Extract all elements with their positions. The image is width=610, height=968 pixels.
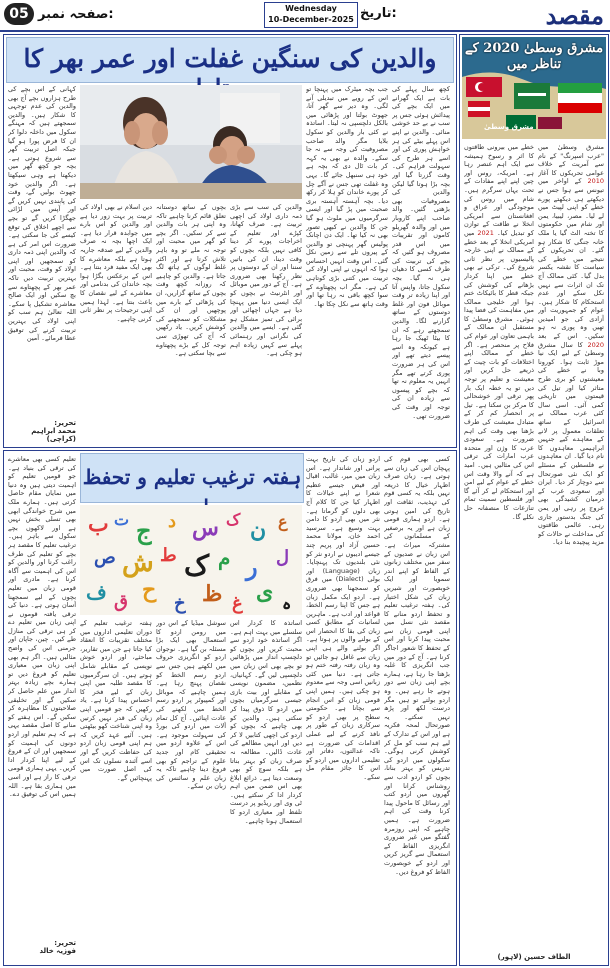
article-urdu-banner: [80, 453, 304, 503]
page-number-box: [4, 3, 114, 25]
article-urdu-col-2: اردو زبان کی تاریخ بہت پرانی اور شاندار ہے۔ اس زبان میں میر، غالب، اقبال اور فیض جیسے عظیم شعرا نے اپنے خیالات کا اظہار کیا جن کا کلام آج بھی دلوں کو گرماتا ہے۔ نثر میں بھی اردو کا دامن بہت وسیع ہے۔ سرسید احمد خان، مولانا محمد حسین آزاد اور پریم چند جیسے ادیبوں نے اردو نثر کو نئی بلندیوں تک پہنچایا۔ زبان (Language) اور بولی (Dialect) میں فرق کو سمجھنا بھی ضروری ہے۔ اردو ایک مکمل زبان ہے جس کا اپنا رسم الخط، قواعد اور ادب ہے۔ ماہرین لسانیات کے مطابق کسی زبان کی بقا کا انحصار اس کے بولنے والوں پر ہوتا ہے۔ اگر بولنے والے ہی اپنی زبان سے غافل ہو جائیں تو وہ زبان رفتہ رفتہ ختم ہو جاتی ہے۔ دنیا میں کئی زبانیں اسی وجہ سے معدوم ہو چکی ہیں۔ ہمیں اپنی قومی زبان کو اس انجام سے بچانا ہے۔ حکومتی سطح پر بھی اردو کو سرکاری زبان کے طور پر نافذ کرنے کے لیے عملی اقدامات کی ضرورت ہے تاکہ عدالتوں، دفاتر اور تعلیمی اداروں میں اردو کو اس کا جائز مقام مل سکے۔: [306, 455, 380, 781]
article-parents-col-1: کچھ سال پہلے کی بات ہے ایک گھرانے میں ایک بچے کی پیدائش ہوئی جس پر سب نے بے حد خوشی منائی۔ والدین نے اپنے اس پہلے بیٹے کی ہر خواہش پوری کی اور اسے ہر طرح کی سہولت فراہم کی۔ وقت گزرتا گیا اور بچہ بڑا ہوتا گیا لیکن والدین کی مصروفیات بھی بڑھتی گئیں۔ والد صاحب اپنے کاروبار میں اور والدہ گھریلو کاموں اور تقریبات میں اس قدر مصروف ہو گئیں کہ بچے کی تربیت کی طرف کسی کا دھیان ہی نہ گیا۔ بچہ سکول جاتا، واپس آتا اور اپنا زیادہ تر وقت موبائل فون اور غلط دوستوں کے ساتھ گزارنے لگا۔ والدین سمجھتے رہے کہ ان کا بیٹا ٹھیک جا رہا ہے کیونکہ وہ اسے پیسے دیتے تھے اور اس کی ہر ضرورت پوری کرتے تھے مگر انہیں یہ معلوم نہ تھا کہ بچے کو پیسوں سے زیادہ ان کی توجہ اور وقت کی ضرورت تھی۔: [392, 85, 450, 420]
article-middle-east-col-1: مشرق وسطیٰ میں "عرب اسپرنگ" کے نام سے آمریت کے خلاف عوامی تحریکوں کا آغاز 2010 کے اواخر میں تیونس سے ہوا جس نے دیکھتے ہی دیکھتے پورے خطے کو اپنی لپیٹ میں لے لیا۔ مصر، لیبیا، یمن اور شام میں حکومتوں کا تختہ الٹ گیا یا ملک خانہ جنگی کا شکار ہو گئے۔ ان تحریکوں کے نتیجے میں خطے کی سیاست کا نقشہ یکسر بدل گیا۔ کئی ممالک آج تک ان اثرات سے نہیں نکل سکے اور عدم استحکام کا شکار ہیں۔ عوام کو جمہوریت اور آزادی کی جو امیدیں تھیں وہ پوری نہ ہو سکیں۔ اس کے بعد 2020 کا سال مشرق وسطیٰ کے لیے ایک نیا موڑ ثابت ہوا۔ کورونا وبا نے خطے کی معیشتوں کو بری طرح متاثر کیا اور تیل کی قیمتوں میں تاریخی کمی آئی۔ اسی سال کئی عرب ممالک نے اسرائیل کے ساتھ تعلقات معمول پر لانے کے معاہدے کیے جنہیں ابراہیمی معاہدوں کا نام دیا گیا۔ ان معاہدوں نے فلسطین کے مسئلے کو ایک نئی صورتحال سے دوچار کر دیا۔ ایران اور سعودی عرب کے درمیان کشیدگی بھی عروج پر رہی اور یمن کی جنگ بدستور جاری رہی۔ عالمی طاقتوں کی مداخلت نے حالات کو مزید پیچیدہ بنا دیا۔: [538, 143, 604, 547]
article-parents-col-6: کہانی کے اس بچے کی طرح ہزاروں بچے آج بھی والدین کی عدم توجہی کا شکار ہیں۔ والدین سمجھتے ہیں کہ مہنگے سکول میں داخلہ دلوا کر ان کا فرض پورا ہو گیا جبکہ اصل تربیت گھر سے شروع ہوتی ہے۔ بچہ جو کچھ گھر میں دیکھتا ہے وہی سیکھتا ہے۔ اگر والدین خود جھوٹ بولیں گے، وقت کی پابندی نہیں کریں گے اور آپس میں لڑائی جھگڑا کریں گے تو بچے سے اچھے اخلاق کی توقع کیسے کی جا سکتی ہے۔ ضرورت اس امر کی ہے کہ والدین اپنی ذمہ داری کو سمجھیں اور اپنی اولاد کو وقت، محبت اور بہترین تربیت دیں تاکہ عمر بھر کے پچھتاوے سے بچ سکیں اور ایک صالح معاشرہ تشکیل پا سکے۔ اللہ تعالیٰ ہم سب کو اپنی اولاد کی بہترین تربیت کرنے کی توفیق عطا فرمائے۔ آمین: [8, 85, 76, 343]
middle-east-year-2020: 2020: [587, 340, 604, 349]
article-urdu-byline-label: تحریر:: [54, 939, 76, 947]
newspaper-logo: مقصد: [545, 1, 604, 30]
svg-text:س: س: [192, 515, 219, 541]
article-parents-panel: [3, 34, 457, 448]
article-parents-byline: [10, 419, 76, 443]
article-middle-east-title: مشرق وسطیٰ 2020 کے تناظر میں: [464, 41, 604, 72]
svg-text:ن: ن: [250, 517, 267, 543]
article-middle-east-col-2: خطے میں بیرونی طاقتوں کا اثر و رسوخ ہمیشہ سے ایک اہم عنصر رہا ہے۔ امریکہ، روس اور چین اپنے اپنے مفادات کے تحت یہاں سرگرم ہیں۔ شام میں روس کی موجودگی اور عراق و افغانستان سے امریکی انخلا نے طاقت کے توازن کو تبدیل کیا۔ 2021 میں امریکی انخلا کے بعد خطے کے ممالک نے اپنی خارجہ پالیسیوں پر نظر ثانی شروع کی۔ ترکی نے بھی خطے میں اپنا کردار بڑھانے کی کوشش کی جبکہ قطر کا بائیکاٹ ختم ہوا اور خلیجی ممالک میں مفاہمت کی فضا پیدا ہوئی۔ مشرق وسطیٰ کا مستقبل ان ممالک کے باہمی تعاون اور عوام کی فلاح پر منحصر ہے۔ اگر خطے کے ممالک اپنے اختلافات کو بات چیت کے ذریعے حل کریں اور معیشت و تعلیم پر توجہ دیں تو یہ خطہ ایک بار پھر ترقی اور خوشحالی کا مرکز بن سکتا ہے۔ تیل پر انحصار کم کر کے متبادل معیشت کی طرف بڑھنا بھی وقت کی اہم ضرورت ہے۔ سعودی عرب کا وژن اور متحدہ عرب امارات کی ترقی اس کی مثالیں ہیں۔ امید ہے کہ آنے والا وقت اس خطے کے عوام کے لیے امن اور استحکام لے کر آئے گا اور فلسطین سمیت تمام تنازعات کا منصفانہ حل نکلے گا۔: [464, 143, 534, 521]
svg-text:ح: ح: [142, 577, 157, 603]
svg-text:ہ: ہ: [282, 594, 292, 613]
svg-text:م: م: [218, 546, 231, 570]
date-label: تاریخ:: [360, 6, 397, 21]
svg-text:ظ: ظ: [202, 581, 223, 607]
article-urdu-col-4: سوشل میڈیا کے اس دور میں رومن اردو کا استعمال بھی ایک بڑا مسئلہ بن گیا ہے۔ نوجوان اردو کو انگریزی حروف میں لکھتے ہیں جس سے اردو رسم الخط کو نقصان پہنچ رہا ہے۔ ہمیں چاہیے کہ موبائل اور کمپیوٹر پر اردو رسم الخط میں لکھنے کی عادت اپنائیں۔ آج کل تمام آلات میں اردو کی بورڈ کی سہولت موجود ہے۔ اس کے علاوہ اردو میں تحقیقی کام اور جدید علوم کے تراجم کو بھی فروغ دینا چاہیے تاکہ یہ زبان علم و سائنس کی زبان بن سکے۔: [156, 619, 226, 791]
svg-text:ق: ق: [114, 591, 128, 612]
page-number: 05: [4, 3, 34, 25]
svg-text:ج: ج: [136, 516, 152, 545]
article-urdu-panel: [3, 450, 457, 966]
svg-text:ت: ت: [114, 510, 130, 529]
date-box: [264, 2, 358, 28]
svg-text:ی: ی: [256, 579, 274, 605]
date-day: Wednesday: [285, 4, 337, 13]
article-parents-col-2: جب بچہ میٹرک میں پہنچا تو اس کے رویے میں تبدیلی آنے لگی۔ وہ دیر سے گھر آتا، جھوٹ بولتا اور پڑھائی میں بالکل دلچسپی نہ لیتا۔ اساتذہ نے کئی بار والدین کو سکول بلایا مگر والد صاحب مصروفیت کی وجہ سے نہ جا سکے۔ والدہ نے بھی یہ کہہ کر بات ٹال دی کہ بچہ ہے خود ہی سنبھل جائے گا۔ یہی وہ غفلت تھی جس نے آگے چل کر پورے خاندان کو ہلا کر رکھ دیا۔ بچہ آہستہ آہستہ بری صحبت میں پڑ گیا اور ایسی سرگرمیوں میں ملوث ہو گیا جن کا والدین نے کبھی تصور بھی نہ کیا تھا۔ ایک دن اچانک پولیس گھر پہنچی تو والدین کے پیروں تلے سے زمین نکل گئی۔ اس وقت انہیں احساس ہوا کہ انہوں نے اپنی اولاد کی تربیت میں کتنی بڑی کوتاہی کی ہے۔ مگر اب پچھتاوے کے سوا کچھ باقی نہ رہا تھا اور وقت ہاتھ سے نکل چکا تھا۔: [306, 85, 388, 308]
page-header: [0, 0, 610, 32]
svg-text:ر: ر: [246, 552, 258, 581]
article-parents-title: والدین کی سنگین غفلت اور عمر بھر کا: [23, 44, 437, 73]
article-urdu-author: فوزیہ خالد: [39, 947, 76, 955]
svg-text:ب: ب: [88, 511, 109, 537]
svg-text:غ: غ: [232, 593, 243, 614]
svg-text:ص: ص: [94, 547, 116, 568]
article-urdu-col-1: کسی بھی قوم کی پہچان اس کی زبان سے ہوتی ہے۔ زبان صرف اظہار خیال کا ذریعہ نہیں بلکہ یہ کسی قوم کی تہذیب، ثقافت اور تاریخ کی امین ہوتی ہے۔ اردو ہماری قومی زبان ہے اور یہ برصغیر کے مسلمانوں کی مشترکہ میراث ہے۔ اس زبان نے صدیوں کے سفر میں مختلف زبانوں کے الفاظ کو اپنے اندر سمویا اور ایک خوبصورت اور شیریں زبان کی شکل اختیار کی۔ ہفتہ ترغیب تعلیم و تحفظ اردو منانے کا مقصد نئی نسل میں اپنی قومی زبان سے محبت پیدا کرنا اور اس کے تحفظ کا شعور اجاگر کرنا ہے۔ آج کے دور میں جب انگریزی کا غلبہ بڑھتا جا رہا ہے، ہمارے بچے اپنی زبان سے دور ہوتے جا رہے ہیں۔ وہ اردو بولتے تو ہیں مگر درست لکھ اور پڑھ نہیں سکتے۔ یہ صورتحال لمحہ فکریہ ہے اور اس کے تدارک کے لیے ہم سب کو مل کر کوشش کرنی ہوگی۔ سکولوں میں اردو کی تدریس کو بہتر بنانا، بچوں کو اردو ادب سے روشناس کرانا اور گھروں میں اردو کتب اور رسائل کا ماحول پیدا کرنا وقت کی اہم ضرورت ہے۔ ہمیں چاہیے کہ اپنی روزمرہ گفتگو میں غیر ضروری انگریزی الفاظ کے استعمال سے گریز کریں اور اردو کے خوبصورت الفاظ کو فروغ دیں۔: [384, 455, 450, 876]
svg-text:خ: خ: [174, 593, 186, 614]
svg-text:ک: ک: [226, 510, 241, 529]
article-urdu-title: ہفتہ ترغیب تعلیم و تحفظ: [82, 465, 302, 489]
middle-east-year-2021: 2021: [477, 228, 494, 237]
article-parents-banner: [6, 37, 454, 83]
article-middle-east-byline: [464, 953, 604, 961]
article-middle-east-panel: [459, 34, 609, 966]
page-number-label: صفحہ نمبر:: [38, 6, 114, 22]
svg-text:د: د: [168, 511, 177, 532]
article-parents-col-5: دین اسلام نے بھی اولاد کی تربیت پر بہت زور دیا ہے اور والدین کو اس بارے میں جوابدہ قرار دیا ہے۔ ایک اچھا بچہ نہ صرف والدین کے لیے صدقہ جاریہ ہوتا ہے بلکہ معاشرے کا بھی ایک مفید فرد بنتا ہے۔ اس کے برعکس بگڑا ہوا بچہ خاندان کی بدنامی اور معاشرے کے لیے نقصان کا باعث بنتا ہے۔ لہذا ہمیں اپنی ترجیحات پر نظر ثانی کرنی چاہیے۔: [80, 203, 152, 323]
article-parents-author: محمد ابراہیم (کراچی): [31, 427, 76, 443]
parents-photo: [80, 85, 302, 199]
article-urdu-byline: [12, 939, 76, 955]
article-parents-col-3: والدین کی سب سے بڑی ذمہ داری اولاد کی اچھی تربیت ہے۔ صرف کھانا، کپڑے اور تعلیم کے اخراجات پورے کر دینا کافی نہیں بلکہ بچوں کو وقت دینا، ان کی باتیں سننا اور ان کے دوستوں پر نظر رکھنا بھی ضروری ہے۔ آج کے دور میں موبائل اور انٹرنیٹ نے بچوں کو ایک ایسی دنیا میں پہنچا دیا ہے جہاں اچھائی اور برائی کی تمیز مشکل ہو گئی ہے۔ ایسے میں والدین کی نگرانی اور رہنمائی پہلے سے کہیں زیادہ اہم ہو چکی ہے۔: [230, 203, 302, 358]
svg-text:ل: ل: [276, 547, 290, 568]
svg-text:ش: ش: [122, 548, 154, 578]
svg-text:ک: ک: [184, 549, 210, 582]
date-value: 10-December-2025: [268, 15, 354, 24]
article-parents-col-4: بچوں کے ساتھ دوستانہ تعلق قائم کرنا چاہیے تاکہ وہ اپنی ہر بات والدین سے کر سکیں۔ اگر بچے کو گھر میں محبت اور توجہ نہ ملے تو وہ باہر تلاش کرتا ہے اور اکثر غلط لوگوں کے ہاتھ لگ جاتا ہے۔ والدین کو چاہیے کہ روزانہ کچھ وقت بچوں کے ساتھ گزاریں، ان کی پڑھائی کے بارے میں پوچھیں اور ان کی مشکلات کو سمجھنے کی کوشش کریں۔ یاد رکھیں کہ آج کی تھوڑی سی توجہ کل کے بڑے پچھتاوے سے بچا سکتی ہے۔: [156, 203, 226, 358]
svg-text:ط: ط: [160, 545, 177, 566]
svg-text:ف: ف: [86, 580, 107, 604]
article-parents-byline-label: تحریر:: [54, 419, 76, 427]
middle-east-map-label: مشرق وسطیٰ: [484, 123, 534, 131]
article-urdu-col-5: ہفتہ ترغیب تعلیم کے دوران تعلیمی اداروں میں مختلف تقریبات کا انعقاد کیا جاتا ہے جن میں تقاریر، مباحثے، اور اردو خوش نویسی کے مقابلے شامل ہوتے ہیں۔ ان سرگرمیوں کا مقصد طلبہ میں اپنی زبان کے لیے فخر کا احساس پیدا کرنا ہے۔ یاد رکھیں کہ جو قومیں اپنی زبان کی قدر نہیں کرتیں وہ اپنی شناخت کھو بیٹھتی ہیں۔ آئیے عہد کریں کہ ہم اپنی قومی زبان اردو کی حفاظت کریں گے اور اسے آئندہ نسلوں تک اس کی اصل صورت میں پہنچائیں گے۔: [80, 619, 152, 782]
urdu-letters-image: [80, 505, 302, 615]
middle-east-year-2010: 2010: [587, 177, 604, 186]
article-urdu-col-6: تعلیم کسی بھی معاشرے کی ترقی کی بنیاد ہے۔ جو قومیں تعلیم کو اہمیت دیتی ہیں وہ دنیا میں نمایاں مقام حاصل کرتی ہیں۔ ہمارے ملک میں شرح خواندگی ابھی بھی تسلی بخش نہیں ہے اور لاکھوں بچے سکول سے باہر ہیں۔ ترغیب تعلیم کا مقصد ہر بچے کو تعلیم کی طرف راغب کرنا اور والدین کو اس کی اہمیت سے آگاہ کرنا ہے۔ مادری اور قومی زبان میں تعلیم بچوں کے لیے سمجھنا آسان ہوتی ہے۔ دنیا کی ترقی یافتہ قوموں نے اپنی زبان میں تعلیم دے کر ہی ترقی کی منازل طے کیں۔ چین، جاپان اور جرمنی اس کی واضح مثالیں ہیں۔ اگر ہم بھی اپنی زبان میں معیاری تعلیم کو فروغ دیں تو ہمارے بچے زیادہ بہتر انداز میں علم حاصل کر سکیں گے اور تخلیقی صلاحیتوں کا مظاہرہ کر سکیں گے۔ اس ہفتے کو منانے کا اصل مقصد یہی ہے کہ ہم تعلیم اور اردو دونوں کی اہمیت کو سمجھیں اور ان کے فروغ کے لیے اپنا کردار ادا کریں۔ یہی ہماری قومی ترقی کا راز ہے اور اسی میں ہماری بقا ہے۔ اللہ ہمیں اس کی توفیق دے۔: [8, 455, 76, 799]
article-middle-east-author: الطاف حسین (لاہور): [497, 953, 571, 961]
article-urdu-col-3: اساتذہ کا کردار اس سلسلے میں بہت اہم ہے۔ اگر اساتذہ خود اردو سے محبت کریں اور بچوں کو دلچسپ انداز میں پڑھائیں تو بچے بھی اس زبان میں دلچسپی لیں گے۔ کہانیاں، نظمیں، مضمون نویسی کے مقابلے اور بیت بازی جیسی سرگرمیاں بچوں میں اردو کا ذوق پیدا کر سکتی ہیں۔ والدین کو بھی چاہیے کہ بچوں کو اردو کی اچھی کتابیں لا کر دیں اور انہیں مطالعے کی عادت ڈالیں۔ مطالعہ نہ صرف زبان کو بہتر بناتا ہے بلکہ سوچ کو بھی وسعت دیتا ہے۔ ذرائع ابلاغ بھی اس ضمن میں اہم کردار ادا کر سکتے ہیں۔ ٹی وی اور ریڈیو پر درست تلفظ اور معیاری اردو کا استعمال ہونا چاہیے۔: [230, 619, 302, 825]
svg-text:ع: ع: [278, 512, 288, 531]
